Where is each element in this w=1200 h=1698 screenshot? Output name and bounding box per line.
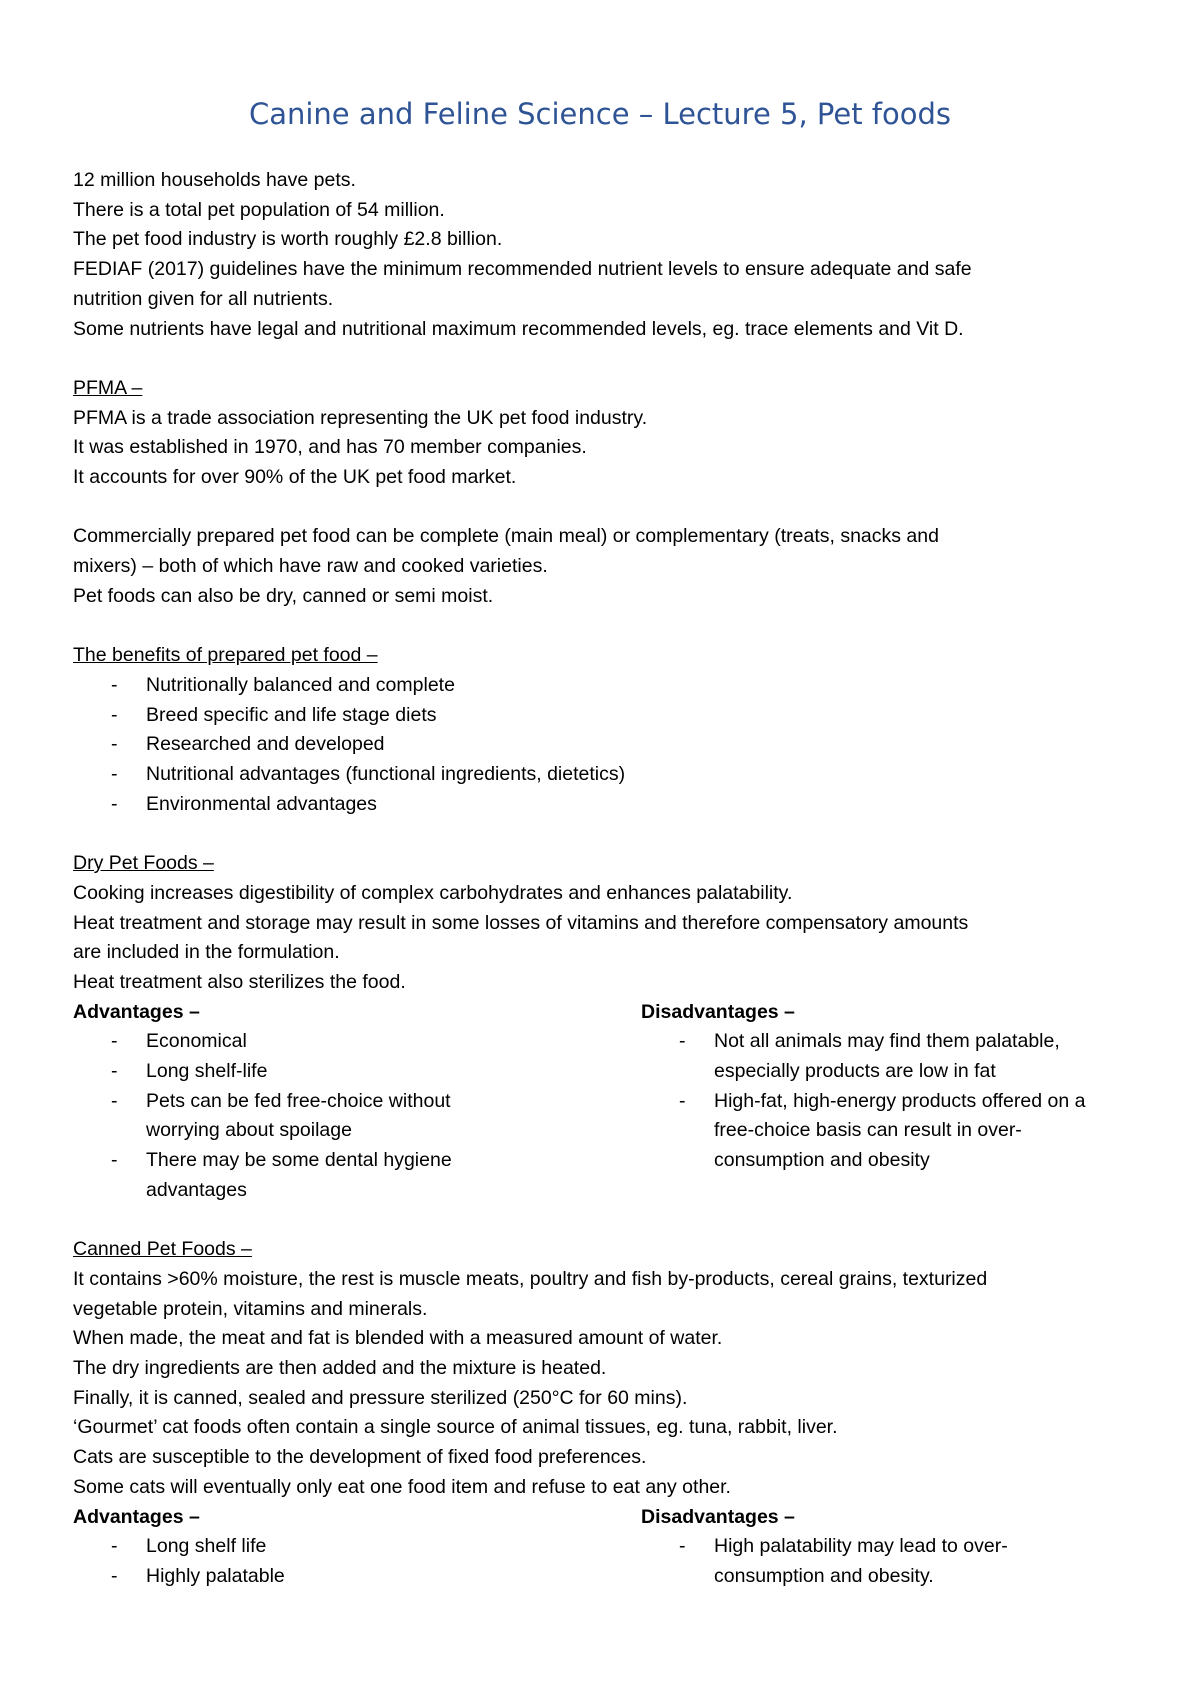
- disadvantages-list: [641, 1532, 1133, 1591]
- dry-heading: Dry Pet Foods –: [73, 852, 214, 875]
- disadvantages-label: Disadvantages –: [641, 1505, 795, 1528]
- dry-line: Heat treatment also sterilizes the food.: [73, 970, 406, 993]
- intro-line: 12 million households have pets.: [73, 169, 356, 191]
- list-item: - Nutritional advantages (functional ingredients, dietetics): [73, 760, 1133, 790]
- canned-line: Some cats will eventually only eat one food item and refuse to eat any other.: [73, 1475, 731, 1498]
- intro-line: There is a total pet population of 54 million.: [73, 198, 445, 221]
- commercial-section: [73, 522, 1133, 611]
- intro-line: The pet food industry is worth roughly £2.8 billion.: [73, 228, 503, 251]
- advantages-label: Advantages –: [73, 1505, 200, 1528]
- canned-advantages: [73, 1503, 641, 1592]
- list-item: - Economical: [73, 1027, 526, 1057]
- disadvantages-list: [641, 1027, 1133, 1176]
- dry-section: [73, 849, 1133, 1205]
- commercial-line: Commercially prepared pet food can be complete (main meal) or complementary (treats, snacks and: [73, 525, 939, 548]
- list-item: - Not all animals may find them palatable, especially products are low in fat: [641, 1027, 1114, 1086]
- pfma-line: PFMA is a trade association representing the UK pet food industry.: [73, 406, 648, 429]
- dry-line: Heat treatment and storage may result in some losses of vitamins and therefore compensatory amounts: [73, 911, 969, 934]
- canned-line: Cats are susceptible to the development of fixed food preferences.: [73, 1446, 647, 1469]
- page-title: Canine and Feline Science – Lecture 5, Pet foods: [248, 97, 952, 131]
- intro-line: FEDIAF (2017) guidelines have the minimum recommended nutrient levels to ensure adequate and safe: [73, 258, 972, 281]
- dry-line: are included in the formulation.: [73, 941, 340, 964]
- advantages-list: [73, 1532, 641, 1591]
- advantages-list: [73, 1027, 641, 1205]
- canned-section: [73, 1235, 1133, 1591]
- dry-line: Cooking increases digestibility of complex carbohydrates and enhances palatability.: [73, 881, 793, 904]
- pfma-line: It accounts for over 90% of the UK pet food market.: [73, 466, 517, 489]
- list-item: - High palatability may lead to over-consumption and obesity.: [641, 1532, 1114, 1591]
- intro-line: Some nutrients have legal and nutritional maximum recommended levels, eg. trace elements and Vit D.: [73, 317, 964, 340]
- list-item: - Long shelf life: [73, 1532, 526, 1562]
- dry-advantages: [73, 998, 641, 1206]
- canned-heading: Canned Pet Foods –: [73, 1238, 252, 1261]
- canned-line: vegetable protein, vitamins and minerals.: [73, 1297, 428, 1320]
- document-body: [73, 166, 1133, 1621]
- intro-line: nutrition given for all nutrients.: [73, 287, 334, 310]
- list-item: - High-fat, high-energy products offered on a free-choice basis can result in over-consumption and obesity: [641, 1087, 1114, 1176]
- dry-disadvantages: [641, 998, 1133, 1206]
- benefits-heading: The benefits of prepared pet food –: [73, 644, 378, 667]
- commercial-line: mixers) – both of which have raw and cooked varieties.: [73, 555, 548, 578]
- benefits-list: [73, 671, 1133, 820]
- canned-line: It contains >60% moisture, the rest is muscle meats, poultry and fish by-products, cereal grains, texturized: [73, 1267, 988, 1290]
- benefits-section: [73, 641, 1133, 819]
- list-item: - Pets can be fed free-choice without worrying about spoilage: [73, 1087, 526, 1146]
- canned-line: The dry ingredients are then added and the mixture is heated.: [73, 1357, 607, 1380]
- list-item: - There may be some dental hygiene advantages: [73, 1146, 526, 1205]
- pfma-heading: PFMA –: [73, 376, 143, 399]
- canned-disadvantages: [641, 1503, 1133, 1592]
- canned-line: Finally, it is canned, sealed and pressure sterilized (250°C for 60 mins).: [73, 1386, 688, 1409]
- pfma-section: [73, 374, 1133, 493]
- list-item: - Researched and developed: [73, 730, 1133, 760]
- list-item: - Nutritionally balanced and complete: [73, 671, 1133, 701]
- list-item: - Long shelf-life: [73, 1057, 526, 1087]
- canned-pros-cons: [73, 1503, 1133, 1592]
- intro-section: [73, 166, 1133, 344]
- list-item: - Environmental advantages: [73, 790, 1133, 820]
- list-item: - Breed specific and life stage diets: [73, 701, 1133, 731]
- canned-line: ‘Gourmet’ cat foods often contain a single source of animal tissues, eg. tuna, rabbit, liver.: [73, 1416, 838, 1439]
- canned-line: When made, the meat and fat is blended with a measured amount of water.: [73, 1327, 723, 1350]
- advantages-label: Advantages –: [73, 1000, 200, 1023]
- commercial-line: Pet foods can also be dry, canned or semi moist.: [73, 584, 494, 607]
- disadvantages-label: Disadvantages –: [641, 1000, 795, 1023]
- pfma-line: It was established in 1970, and has 70 member companies.: [73, 436, 587, 459]
- list-item: - Highly palatable: [73, 1562, 526, 1592]
- dry-pros-cons: [73, 998, 1133, 1206]
